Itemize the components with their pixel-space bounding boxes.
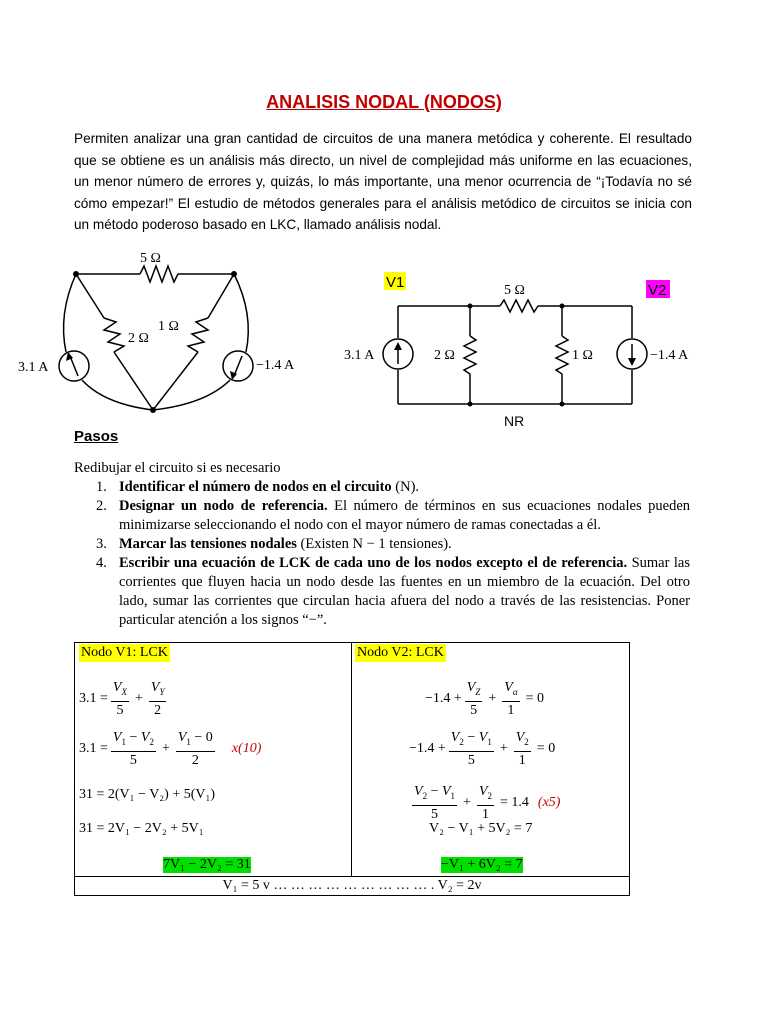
label-r-left: 2 Ω <box>128 331 149 346</box>
step-bold: Designar un nodo de referencia. <box>119 498 328 514</box>
step-text: El número de términos en sus ecuaciones nodales pueden minimizarse seleccionando el nodo con el mayor número de ramas conectadas a él. <box>119 498 691 533</box>
left-eq-1-lhs: 3.1 = <box>79 690 108 706</box>
left-eq-3: 31 = 2(V₁ − V₂) + 5(V₁) <box>79 787 216 802</box>
solution-row: V₁ = 5 v … … … … … … … … … . V₂ = 2v <box>222 878 482 893</box>
left-eq-1: 3.1 = $\frac{V_X}{5}$ + $\frac{V_Y}{2}$ <box>79 680 165 718</box>
step-item <box>74 554 690 630</box>
right-cell-header: Nodo V2: LCK <box>357 645 444 660</box>
label-src-left-right: 3.1 A <box>344 348 375 363</box>
left-cell-header: Nodo V1: LCK <box>81 645 168 660</box>
step-number: 4. <box>96 555 107 571</box>
right-result-text: −V₁ + 6V₂ = 7 <box>441 857 523 872</box>
step-item <box>74 535 690 554</box>
circuit-diagram-ladder <box>340 270 720 440</box>
left-result <box>163 857 251 873</box>
label-v1: V1 <box>386 274 405 291</box>
right-eq-3: $\frac{V_2 - V_1}{5}$ + $\frac{V_2}{1}$ = 1.4 (x5) <box>414 784 561 822</box>
left-multiplier: x(10) <box>231 740 262 756</box>
steps-intro: Redibujar el circuito si es necesario <box>74 460 281 476</box>
step-text: (Existen N − 1 tensiones). <box>296 536 452 552</box>
circuit-diagram-triangle <box>8 244 308 429</box>
step-item <box>74 478 690 497</box>
right-eq-2: −1.4 + $\frac{V_2 - V_1}{5}$ + $\frac{V_2}{1}$ = 0 <box>409 730 556 768</box>
label-src-right: −1.4 A <box>256 358 295 373</box>
step-text: (N). <box>391 479 420 495</box>
step-item <box>74 497 690 535</box>
table-column-divider <box>351 643 352 876</box>
right-multiplier: (x5) <box>537 794 561 810</box>
label-r-top-right: 5 Ω <box>504 283 525 298</box>
right-eq-4: V₂ − V₁ + 5V₂ = 7 <box>429 821 533 836</box>
label-r-right: 1 Ω <box>158 319 179 334</box>
intro-paragraph: Permiten analizar una gran cantidad de circuitos de una manera metódica y coherente. El resultado que se obtiene es un análisis más directo, un nivel de complejidad más uniforme en las ecuaciones, un menor número de errores y, quizás, lo más importante, una menor ocurrencia de “¡Todavía no sé cómo empezar!” El estudio de métodos generales para el análisis metódico de circuitos se inicia con un método poderoso basado en LKC, llamado análisis nodal. <box>74 131 692 232</box>
step-bold: Identificar el número de nodos en el circuito <box>119 479 392 495</box>
steps-list <box>74 478 690 630</box>
step-number: 3. <box>96 536 107 552</box>
steps-heading: Pasos <box>74 428 119 445</box>
label-src-left: 3.1 A <box>18 360 49 375</box>
left-eq-2: 3.1 = $\frac{V_1 - V_2}{5}$ + $\frac{V_1 - 0}{2}$ x(10) <box>79 730 262 768</box>
step-text: Sumar las corrientes que fluyen hacia un nodo desde las fuentes en un miembro de la ecuación. Del otro lado, sumar las corrientes que circulan hacia afuera del nodo a través de las resistencias. Poner particular atención a los signos “−”. <box>119 555 690 628</box>
label-r-right-right: 1 Ω <box>572 348 593 363</box>
step-bold: Escribir una ecuación de LCK de cada uno de los nodos excepto el de referencia. <box>119 555 628 571</box>
label-src-right-right: −1.4 A <box>650 348 689 363</box>
left-eq-4: 31 = 2V₁ − 2V₂ + 5V₁ <box>79 821 204 836</box>
step-bold: Marcar las tensiones nodales <box>119 536 297 552</box>
step-number: 1. <box>96 479 107 495</box>
label-nr: NR <box>504 413 525 429</box>
label-r-left-right: 2 Ω <box>434 348 455 363</box>
step-number: 2. <box>96 498 107 514</box>
equations-table <box>74 642 630 896</box>
label-r-top: 5 Ω <box>140 251 161 266</box>
page-title: ANALISIS NODAL (NODOS) <box>266 92 502 112</box>
right-eq-1: −1.4 + $\frac{V_Z}{5}$ + $\frac{V_\alpha}{1}$ = 0 <box>425 680 544 718</box>
right-result <box>441 857 523 873</box>
left-result-text: 7V₁ − 2V₂ = 31 <box>163 857 251 872</box>
label-v2: V2 <box>648 282 667 299</box>
